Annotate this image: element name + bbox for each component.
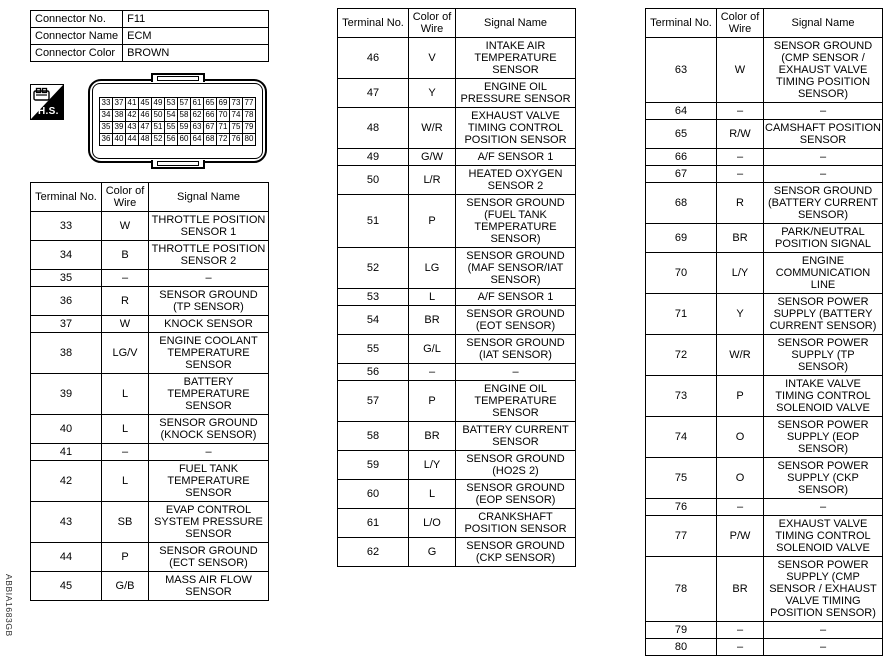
signal-name-cell: – xyxy=(764,149,883,166)
connector-info-table xyxy=(30,10,269,62)
middle-column xyxy=(337,8,576,567)
pin-56: 56 xyxy=(165,133,178,145)
terminal-row xyxy=(646,103,883,120)
pin-41: 41 xyxy=(126,97,139,109)
pin-row xyxy=(100,121,256,133)
pin-row xyxy=(100,133,256,145)
wire-color-cell: P xyxy=(409,381,456,422)
wire-color-cell: – xyxy=(717,499,764,516)
terminal-row xyxy=(338,509,576,538)
terminal-row xyxy=(646,335,883,376)
terminal-row xyxy=(31,415,269,444)
terminal-row xyxy=(646,38,883,103)
wire-color-cell: Y xyxy=(717,294,764,335)
terminal-row xyxy=(646,166,883,183)
signal-name-cell: HEATED OXYGEN SENSOR 2 xyxy=(456,166,576,195)
right-column xyxy=(645,8,883,656)
terminal-row xyxy=(31,572,269,601)
pin-59: 59 xyxy=(178,121,191,133)
pin-row xyxy=(100,109,256,121)
signal-name-cell: SENSOR GROUND (ECT SENSOR) xyxy=(149,543,269,572)
terminal-no-cell: 54 xyxy=(338,306,409,335)
terminal-no-cell: 34 xyxy=(31,241,102,270)
pin-52: 52 xyxy=(152,133,165,145)
terminal-row xyxy=(338,38,576,79)
info-row-connector-no xyxy=(31,11,269,28)
terminal-no-cell: 61 xyxy=(338,509,409,538)
terminal-row xyxy=(338,335,576,364)
terminal-table-header xyxy=(31,183,269,212)
wire-color-cell: W xyxy=(102,316,149,333)
wire-color-cell: P xyxy=(409,195,456,248)
terminal-row xyxy=(646,120,883,149)
signal-name-cell: EXHAUST VALVE TIMING CONTROL POSITION SENSOR xyxy=(456,108,576,149)
terminal-row xyxy=(31,444,269,461)
signal-name-cell: KNOCK SENSOR xyxy=(149,316,269,333)
terminal-row xyxy=(31,212,269,241)
pin-46: 46 xyxy=(139,109,152,121)
terminal-row xyxy=(31,543,269,572)
terminal-no-header: Terminal No. xyxy=(338,9,409,38)
terminal-row xyxy=(338,289,576,306)
terminal-row xyxy=(338,480,576,509)
wire-color-cell: G/W xyxy=(409,149,456,166)
connector-diagram xyxy=(88,79,267,163)
terminal-no-cell: 80 xyxy=(646,639,717,656)
signal-name-cell: SENSOR POWER SUPPLY (BATTERY CURRENT SENSOR) xyxy=(764,294,883,335)
terminal-no-cell: 66 xyxy=(646,149,717,166)
pin-63: 63 xyxy=(191,121,204,133)
pin-42: 42 xyxy=(126,109,139,121)
pin-43: 43 xyxy=(126,121,139,133)
signal-name-cell: – xyxy=(764,639,883,656)
signal-name-cell: SENSOR GROUND (EOP SENSOR) xyxy=(456,480,576,509)
signal-name-cell: ENGINE COMMUNICATION LINE xyxy=(764,253,883,294)
terminal-no-cell: 42 xyxy=(31,461,102,502)
terminal-row xyxy=(646,253,883,294)
wire-color-cell: – xyxy=(409,364,456,381)
wire-color-cell: R xyxy=(102,287,149,316)
terminal-no-header: Terminal No. xyxy=(31,183,102,212)
signal-name-cell: SENSOR POWER SUPPLY (CKP SENSOR) xyxy=(764,458,883,499)
terminal-no-cell: 53 xyxy=(338,289,409,306)
terminal-no-cell: 56 xyxy=(338,364,409,381)
signal-name-cell: BATTERY TEMPERATURE SENSOR xyxy=(149,374,269,415)
terminal-no-cell: 48 xyxy=(338,108,409,149)
terminal-no-cell: 55 xyxy=(338,335,409,364)
pin-49: 49 xyxy=(152,97,165,109)
signal-name-cell: THROTTLE POSITION SENSOR 2 xyxy=(149,241,269,270)
wire-color-cell: – xyxy=(102,444,149,461)
signal-name-cell: SENSOR GROUND (EOT SENSOR) xyxy=(456,306,576,335)
terminal-row xyxy=(338,364,576,381)
wire-color-cell: SB xyxy=(102,502,149,543)
pin-80: 80 xyxy=(243,133,256,145)
terminal-no-cell: 70 xyxy=(646,253,717,294)
signal-name-header: Signal Name xyxy=(456,9,576,38)
terminal-no-cell: 68 xyxy=(646,183,717,224)
connector-diagram-block xyxy=(30,77,269,172)
terminal-row xyxy=(338,108,576,149)
pin-77: 77 xyxy=(243,97,256,109)
mini-connector-glyph xyxy=(32,86,52,102)
wire-color-cell: L xyxy=(409,289,456,306)
signal-name-cell: ENGINE OIL TEMPERATURE SENSOR xyxy=(456,381,576,422)
info-row-connector-name xyxy=(31,28,269,45)
pin-45: 45 xyxy=(139,97,152,109)
terminal-no-cell: 39 xyxy=(31,374,102,415)
pin-row xyxy=(100,97,256,109)
wire-color-cell: BR xyxy=(409,306,456,335)
signal-name-cell: CRANKSHAFT POSITION SENSOR xyxy=(456,509,576,538)
wire-color-cell: BR xyxy=(717,224,764,253)
terminal-no-cell: 57 xyxy=(338,381,409,422)
wire-color-cell: – xyxy=(717,149,764,166)
pin-53: 53 xyxy=(165,97,178,109)
wire-color-cell: P xyxy=(102,543,149,572)
pin-70: 70 xyxy=(217,109,230,121)
signal-name-cell: – xyxy=(149,270,269,287)
terminal-no-cell: 77 xyxy=(646,516,717,557)
pin-47: 47 xyxy=(139,121,152,133)
wire-color-cell: – xyxy=(717,639,764,656)
signal-name-cell: A/F SENSOR 1 xyxy=(456,149,576,166)
signal-name-cell: SENSOR GROUND (IAT SENSOR) xyxy=(456,335,576,364)
pin-50: 50 xyxy=(152,109,165,121)
signal-name-cell: CAMSHAFT POSITION SENSOR xyxy=(764,120,883,149)
pin-35: 35 xyxy=(100,121,113,133)
terminal-row xyxy=(31,333,269,374)
pin-51: 51 xyxy=(152,121,165,133)
connector-name-value: ECM xyxy=(123,28,269,45)
pin-71: 71 xyxy=(217,121,230,133)
terminal-no-cell: 41 xyxy=(31,444,102,461)
pin-68: 68 xyxy=(204,133,217,145)
terminal-row xyxy=(31,502,269,543)
terminal-row xyxy=(31,461,269,502)
connector-bottom-tab xyxy=(151,160,205,169)
terminal-no-cell: 49 xyxy=(338,149,409,166)
terminal-table-header xyxy=(338,9,576,38)
pin-36: 36 xyxy=(100,133,113,145)
wire-color-cell: L/O xyxy=(409,509,456,538)
terminal-row xyxy=(338,248,576,289)
terminal-row xyxy=(646,622,883,639)
wire-color-cell: W/R xyxy=(409,108,456,149)
wire-color-cell: W xyxy=(102,212,149,241)
pin-79: 79 xyxy=(243,121,256,133)
pin-55: 55 xyxy=(165,121,178,133)
terminal-table-46-62 xyxy=(337,8,576,567)
terminal-row xyxy=(338,166,576,195)
signal-name-cell: FUEL TANK TEMPERATURE SENSOR xyxy=(149,461,269,502)
wire-color-cell: Y xyxy=(409,79,456,108)
wire-color-cell: BR xyxy=(409,422,456,451)
terminal-row xyxy=(338,79,576,108)
pin-grid xyxy=(99,97,256,146)
pin-62: 62 xyxy=(191,109,204,121)
terminal-no-cell: 58 xyxy=(338,422,409,451)
wire-color-cell: P xyxy=(717,376,764,417)
terminal-no-cell: 78 xyxy=(646,557,717,622)
terminal-row xyxy=(31,270,269,287)
terminal-no-cell: 62 xyxy=(338,538,409,567)
terminal-no-cell: 36 xyxy=(31,287,102,316)
wire-color-header: Color of Wire xyxy=(409,9,456,38)
terminal-table-33-45 xyxy=(30,182,269,601)
info-row-connector-color xyxy=(31,45,269,62)
terminal-no-cell: 33 xyxy=(31,212,102,241)
wire-color-cell: L xyxy=(102,374,149,415)
terminal-row xyxy=(646,376,883,417)
terminal-no-cell: 59 xyxy=(338,451,409,480)
terminal-row xyxy=(646,639,883,656)
pin-60: 60 xyxy=(178,133,191,145)
terminal-row xyxy=(338,306,576,335)
signal-name-cell: ENGINE OIL PRESSURE SENSOR xyxy=(456,79,576,108)
terminal-no-cell: 51 xyxy=(338,195,409,248)
terminal-no-cell: 63 xyxy=(646,38,717,103)
terminal-no-cell: 52 xyxy=(338,248,409,289)
wire-color-cell: L/Y xyxy=(409,451,456,480)
wire-color-cell: W xyxy=(717,38,764,103)
pin-76: 76 xyxy=(230,133,243,145)
terminal-row xyxy=(646,516,883,557)
signal-name-cell: EXHAUST VALVE TIMING CONTROL SOLENOID VALVE xyxy=(764,516,883,557)
terminal-row xyxy=(338,381,576,422)
terminal-no-cell: 64 xyxy=(646,103,717,120)
signal-name-cell: THROTTLE POSITION SENSOR 1 xyxy=(149,212,269,241)
terminal-table-header xyxy=(646,9,883,38)
signal-name-cell: SENSOR GROUND (FUEL TANK TEMPERATURE SENSOR) xyxy=(456,195,576,248)
wire-color-cell: – xyxy=(717,622,764,639)
signal-name-cell: SENSOR GROUND (HO2S 2) xyxy=(456,451,576,480)
wire-color-cell: L xyxy=(102,415,149,444)
terminal-no-cell: 76 xyxy=(646,499,717,516)
wire-color-cell: L/R xyxy=(409,166,456,195)
wire-color-cell: R xyxy=(717,183,764,224)
terminal-row xyxy=(646,224,883,253)
terminal-row xyxy=(646,458,883,499)
signal-name-cell: – xyxy=(764,622,883,639)
terminal-no-cell: 38 xyxy=(31,333,102,374)
pin-72: 72 xyxy=(217,133,230,145)
pin-38: 38 xyxy=(113,109,126,121)
wire-color-cell: V xyxy=(409,38,456,79)
terminal-row xyxy=(338,422,576,451)
wire-color-cell: – xyxy=(717,103,764,120)
signal-name-cell: PARK/NEUTRAL POSITION SIGNAL xyxy=(764,224,883,253)
pin-78: 78 xyxy=(243,109,256,121)
terminal-no-cell: 46 xyxy=(338,38,409,79)
wire-color-cell: BR xyxy=(717,557,764,622)
pin-57: 57 xyxy=(178,97,191,109)
terminal-no-cell: 65 xyxy=(646,120,717,149)
connector-no-label: Connector No. xyxy=(31,11,123,28)
terminal-no-cell: 45 xyxy=(31,572,102,601)
signal-name-header: Signal Name xyxy=(764,9,883,38)
terminal-no-cell: 69 xyxy=(646,224,717,253)
terminal-no-cell: 75 xyxy=(646,458,717,499)
signal-name-cell: SENSOR POWER SUPPLY (EOP SENSOR) xyxy=(764,417,883,458)
pin-61: 61 xyxy=(191,97,204,109)
terminal-no-cell: 40 xyxy=(31,415,102,444)
pin-73: 73 xyxy=(230,97,243,109)
pin-66: 66 xyxy=(204,109,217,121)
signal-name-cell: A/F SENSOR 1 xyxy=(456,289,576,306)
terminal-no-cell: 47 xyxy=(338,79,409,108)
wire-color-cell: LG xyxy=(409,248,456,289)
terminal-row xyxy=(31,316,269,333)
signal-name-cell: ENGINE COOLANT TEMPERATURE SENSOR xyxy=(149,333,269,374)
pin-75: 75 xyxy=(230,121,243,133)
connector-name-label: Connector Name xyxy=(31,28,123,45)
terminal-no-cell: 72 xyxy=(646,335,717,376)
signal-name-cell: INTAKE VALVE TIMING CONTROL SOLENOID VALVE xyxy=(764,376,883,417)
signal-name-cell: SENSOR POWER SUPPLY (TP SENSOR) xyxy=(764,335,883,376)
terminal-row xyxy=(338,149,576,166)
wire-color-cell: G/B xyxy=(102,572,149,601)
terminal-no-cell: 71 xyxy=(646,294,717,335)
pin-37: 37 xyxy=(113,97,126,109)
signal-name-cell: SENSOR GROUND (BATTERY CURRENT SENSOR) xyxy=(764,183,883,224)
wire-color-cell: B xyxy=(102,241,149,270)
terminal-no-cell: 79 xyxy=(646,622,717,639)
terminal-no-cell: 35 xyxy=(31,270,102,287)
terminal-row xyxy=(31,374,269,415)
pin-58: 58 xyxy=(178,109,191,121)
signal-name-cell: SENSOR GROUND (CMP SENSOR / EXHAUST VALVE TIMING POSITION SENSOR) xyxy=(764,38,883,103)
wire-color-cell: LG/V xyxy=(102,333,149,374)
hs-label: H.S. xyxy=(38,106,59,117)
wire-color-cell: W/R xyxy=(717,335,764,376)
pin-48: 48 xyxy=(139,133,152,145)
signal-name-cell: MASS AIR FLOW SENSOR xyxy=(149,572,269,601)
signal-name-cell: SENSOR GROUND (TP SENSOR) xyxy=(149,287,269,316)
wire-color-header: Color of Wire xyxy=(102,183,149,212)
wire-color-cell: O xyxy=(717,417,764,458)
connector-inner-outline xyxy=(92,83,263,159)
terminal-row xyxy=(31,241,269,270)
signal-name-cell: – xyxy=(764,103,883,120)
signal-name-cell: SENSOR GROUND (KNOCK SENSOR) xyxy=(149,415,269,444)
signal-name-cell: SENSOR GROUND (CKP SENSOR) xyxy=(456,538,576,567)
signal-name-cell: – xyxy=(764,166,883,183)
connector-color-label: Connector Color xyxy=(31,45,123,62)
signal-name-header: Signal Name xyxy=(149,183,269,212)
signal-name-cell: – xyxy=(149,444,269,461)
signal-name-cell: EVAP CONTROL SYSTEM PRESSURE SENSOR xyxy=(149,502,269,543)
wire-color-cell: – xyxy=(717,166,764,183)
terminal-no-cell: 50 xyxy=(338,166,409,195)
terminal-row xyxy=(646,149,883,166)
wire-color-cell: L xyxy=(102,461,149,502)
terminal-row xyxy=(646,417,883,458)
signal-name-cell: SENSOR POWER SUPPLY (CMP SENSOR / EXHAUST VALVE TIMING POSITION SENSOR) xyxy=(764,557,883,622)
terminal-row xyxy=(338,195,576,248)
terminal-no-cell: 37 xyxy=(31,316,102,333)
page-code: ABBIA1683GB xyxy=(4,574,14,637)
wire-color-cell: L xyxy=(409,480,456,509)
pin-74: 74 xyxy=(230,109,243,121)
signal-name-cell: INTAKE AIR TEMPERATURE SENSOR xyxy=(456,38,576,79)
pin-69: 69 xyxy=(217,97,230,109)
terminal-no-cell: 60 xyxy=(338,480,409,509)
signal-name-cell: BATTERY CURRENT SENSOR xyxy=(456,422,576,451)
wire-color-header: Color of Wire xyxy=(717,9,764,38)
terminal-row xyxy=(646,294,883,335)
signal-name-cell: – xyxy=(764,499,883,516)
terminal-row xyxy=(338,451,576,480)
connector-no-value: F11 xyxy=(123,11,269,28)
terminal-row xyxy=(31,287,269,316)
pin-64: 64 xyxy=(191,133,204,145)
pin-54: 54 xyxy=(165,109,178,121)
terminal-row xyxy=(646,183,883,224)
pin-44: 44 xyxy=(126,133,139,145)
wire-color-cell: P/W xyxy=(717,516,764,557)
signal-name-cell: SENSOR GROUND (MAF SENSOR/IAT SENSOR) xyxy=(456,248,576,289)
terminal-no-cell: 74 xyxy=(646,417,717,458)
wire-color-cell: G xyxy=(409,538,456,567)
pin-33: 33 xyxy=(100,97,113,109)
pin-40: 40 xyxy=(113,133,126,145)
wire-color-cell: R/W xyxy=(717,120,764,149)
pin-34: 34 xyxy=(100,109,113,121)
terminal-row xyxy=(338,538,576,567)
wire-color-cell: G/L xyxy=(409,335,456,364)
pin-67: 67 xyxy=(204,121,217,133)
terminal-no-cell: 73 xyxy=(646,376,717,417)
wire-color-cell: O xyxy=(717,458,764,499)
terminal-no-cell: 43 xyxy=(31,502,102,543)
signal-name-cell: – xyxy=(456,364,576,381)
harness-side-icon xyxy=(30,84,64,120)
terminal-no-cell: 67 xyxy=(646,166,717,183)
pin-39: 39 xyxy=(113,121,126,133)
pin-65: 65 xyxy=(204,97,217,109)
terminal-table-63-80 xyxy=(645,8,883,656)
connector-color-value: BROWN xyxy=(123,45,269,62)
terminal-row xyxy=(646,499,883,516)
wire-color-cell: L/Y xyxy=(717,253,764,294)
left-column xyxy=(30,10,269,601)
terminal-no-cell: 44 xyxy=(31,543,102,572)
terminal-no-header: Terminal No. xyxy=(646,9,717,38)
connector-top-tab xyxy=(151,73,205,82)
terminal-row xyxy=(646,557,883,622)
wire-color-cell: – xyxy=(102,270,149,287)
